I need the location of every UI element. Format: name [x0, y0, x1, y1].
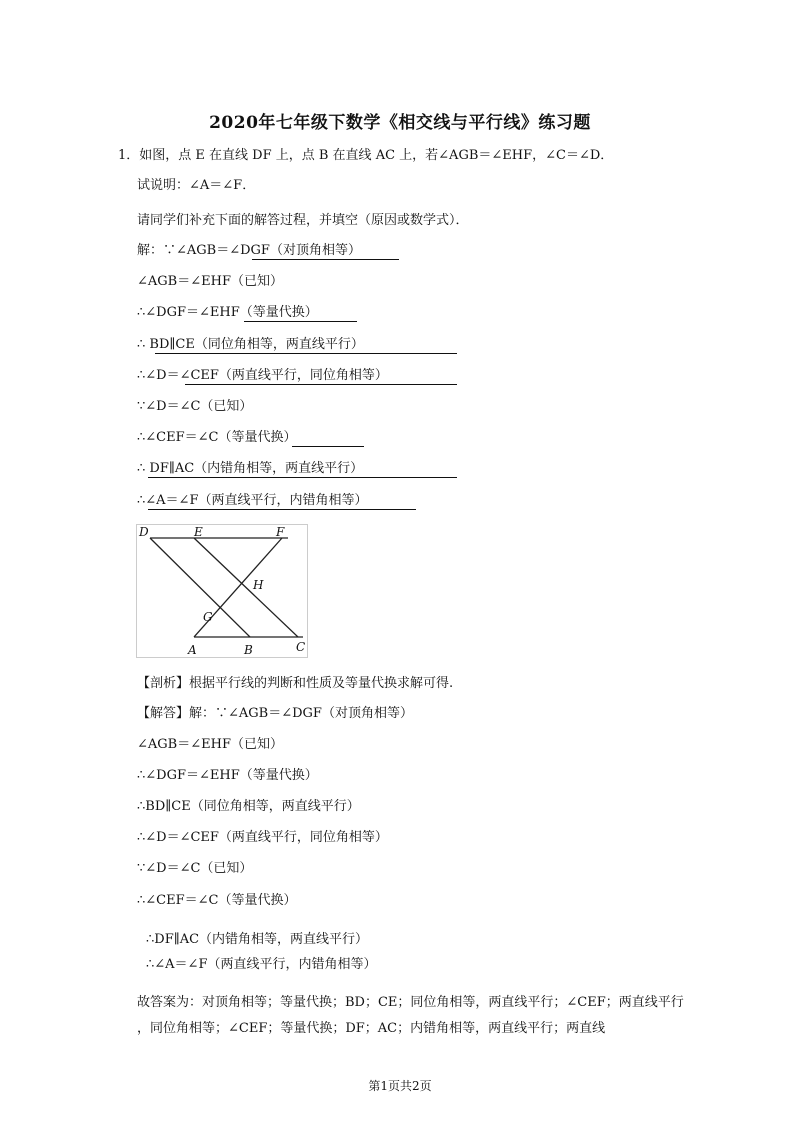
- answer-line-1: 故答案为：对顶角相等；等量代换；BD；CE；同位角相等，两直线平行；∠CEF；两直线平行: [137, 995, 684, 1010]
- solution-step-8: ∴DF∥AC（内错角相等，两直线平行）: [146, 932, 369, 947]
- fill-step-7: ∴∠CEF＝∠C（等量代换）: [137, 430, 297, 445]
- solution-step-text: 解：∵∠AGB＝∠DGF（对顶角相等）: [189, 706, 413, 721]
- solution-step-2: ∠AGB＝∠EHF（已知）: [137, 737, 283, 752]
- page-title: 2020年七年级下数学《相交线与平行线》练习题: [209, 113, 591, 133]
- blank-line: [148, 509, 416, 510]
- fill-step-8: ∴ DF∥AC（内错角相等，两直线平行）: [137, 461, 364, 476]
- blank-line: [292, 446, 364, 447]
- fill-step-2: ∠AGB＝∠EHF（已知）: [137, 274, 283, 289]
- question-stem: [118, 148, 613, 164]
- page-footer: 第1页共2页: [368, 1079, 432, 1093]
- solution-step-5: ∴∠D＝∠CEF（两直线平行，同位角相等）: [137, 830, 388, 845]
- line-db: [150, 538, 250, 637]
- label-g: G: [203, 610, 213, 624]
- geometry-figure: [136, 524, 308, 658]
- analysis-tag: 【剖析】: [137, 676, 190, 691]
- blank-line: [155, 353, 457, 354]
- solution-step-4: ∴BD∥CE（同位角相等，两直线平行）: [137, 799, 360, 814]
- question-stem-text: 如图，点 E 在直线 DF 上，点 B 在直线 AC 上，若∠AGB＝∠EHF，∠C＝∠D．: [139, 148, 614, 163]
- solution-step-9: ∴∠A＝∠F（两直线平行，内错角相等）: [146, 957, 377, 972]
- fill-step-3: ∴∠DGF＝∠EHF（等量代换）: [137, 305, 318, 320]
- analysis-text: 根据平行线的判断和性质及等量代换求解可得.: [189, 676, 454, 691]
- answer-line-2: ，同位角相等；∠CEF；等量代换；DF；AC；内错角相等，两直线平行；两直线: [137, 1021, 606, 1036]
- label-f: F: [276, 525, 285, 539]
- solution-step-7: ∴∠CEF＝∠C（等量代换）: [137, 893, 297, 908]
- question-number: 1．: [118, 148, 140, 163]
- fill-step-9: ∴∠A＝∠F（两直线平行，内错角相等）: [137, 493, 368, 508]
- solution-step-6: ∵∠D＝∠C（已知）: [137, 861, 253, 876]
- label-d: D: [139, 525, 149, 539]
- fill-step-1: 解：∵∠AGB＝∠DGF（对顶角相等）: [137, 243, 361, 258]
- blank-line: [185, 384, 457, 385]
- blank-line: [148, 477, 457, 478]
- fill-step-4: ∴ BD∥CE（同位角相等，两直线平行）: [137, 337, 364, 352]
- label-c: C: [296, 640, 306, 654]
- label-e: E: [194, 525, 203, 539]
- question-prove: 试说明：∠A＝∠F．: [137, 178, 256, 193]
- label-b: B: [244, 643, 253, 657]
- solution-tag: 【解答】: [137, 706, 190, 721]
- question-instruction: 请同学们补充下面的解答过程，并填空（原因或数学式）．: [137, 213, 469, 228]
- fill-step-5: ∴∠D＝∠CEF（两直线平行，同位角相等）: [137, 368, 388, 383]
- fill-step-6: ∵∠D＝∠C（已知）: [137, 399, 253, 414]
- blank-line: [244, 321, 357, 322]
- label-a: A: [188, 643, 197, 657]
- analysis: [137, 676, 453, 692]
- blank-line: [252, 259, 399, 260]
- label-h: H: [253, 578, 264, 592]
- solution-step-1: [137, 706, 413, 722]
- solution-step-3: ∴∠DGF＝∠EHF（等量代换）: [137, 768, 318, 783]
